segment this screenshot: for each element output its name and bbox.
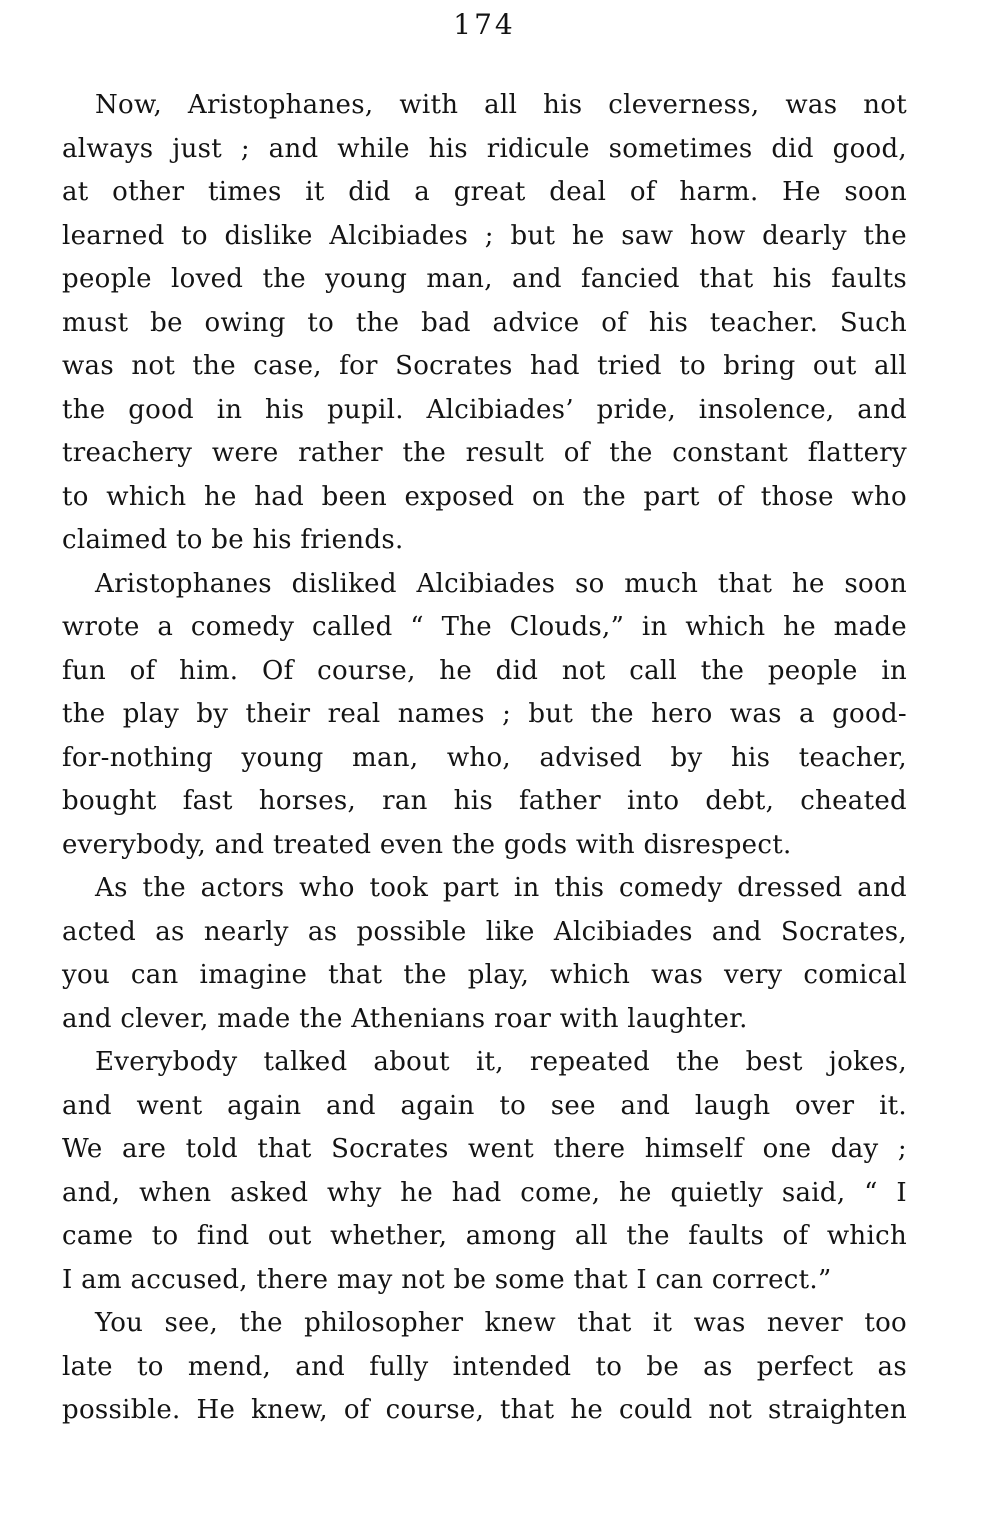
paragraph — [62, 1041, 907, 1302]
text-line: wrote a comedy called “ The Clouds,” in which he made — [62, 612, 907, 642]
text-line: must be owing to the bad advice of his teacher. Such — [62, 307, 907, 338]
text-line: claimed to be his friends. — [62, 525, 404, 555]
text-line: you can imagine that the play, which was very comical — [62, 960, 907, 990]
page-header — [62, 8, 907, 41]
text-line: the good in his pupil. Alcibiades’ pride, insolence, and — [62, 394, 907, 425]
text-line: at other times it did a great deal of harm. He soon — [62, 177, 907, 207]
text-line: was not the case, for Socrates had tried to bring out all — [62, 351, 907, 381]
paragraph — [62, 563, 907, 868]
text-line: came to find out whether, among all the faults of which — [62, 1221, 907, 1251]
text-line: Everybody talked about it, repeated the best jokes, — [95, 1047, 907, 1077]
text-line: and, when asked why he had come, he quietly said, “ I — [62, 1177, 907, 1208]
text-line: to which he had been exposed on the part of those who — [62, 481, 907, 512]
text-line: everybody, and treated even the gods with disrespect. — [62, 829, 792, 860]
text-line: late to mend, and fully intended to be as perfect as — [62, 1351, 907, 1382]
text-line: for-nothing young man, who, advised by his teacher, — [62, 742, 907, 773]
text-line: treachery were rather the result of the constant flattery — [62, 438, 907, 468]
text-line: always just ; and while his ridicule sometimes did good, — [62, 133, 907, 164]
text-line: and clever, made the Athenians roar with laughter. — [62, 1003, 748, 1034]
text-line: possible. He knew, of course, that he could not straighten — [62, 1395, 907, 1425]
text-line: As the actors who took part in this comedy dressed and — [95, 873, 907, 903]
text-line: the play by their real names ; but the hero was a good- — [62, 699, 907, 729]
text-line: learned to dislike Alcibiades ; but he saw how dearly the — [62, 220, 907, 251]
paragraph — [62, 867, 907, 1041]
text-block — [62, 84, 907, 1433]
text-line: people loved the young man, and fancied that his faults — [62, 264, 907, 294]
paragraph — [62, 84, 907, 563]
text-line: fun of him. Of course, he did not call the people in — [62, 655, 907, 686]
text-line: I am accused, there may not be some that I can correct.” — [62, 1264, 832, 1295]
text-line: acted as nearly as possible like Alcibiades and Socrates, — [62, 916, 907, 947]
text-line: Aristophanes disliked Alcibiades so much that he soon — [95, 568, 907, 599]
text-line: Now, Aristophanes, with all his cleverness, was not — [95, 90, 907, 120]
text-line: and went again and again to see and laugh over it. — [62, 1090, 907, 1121]
text-line: You see, the philosopher knew that it was never too — [95, 1308, 907, 1338]
text-line: We are told that Socrates went there himself one day ; — [62, 1134, 907, 1164]
page-number: 174 — [453, 8, 516, 41]
text-line: bought fast horses, ran his father into debt, cheated — [62, 786, 907, 816]
paragraph — [62, 1302, 907, 1433]
